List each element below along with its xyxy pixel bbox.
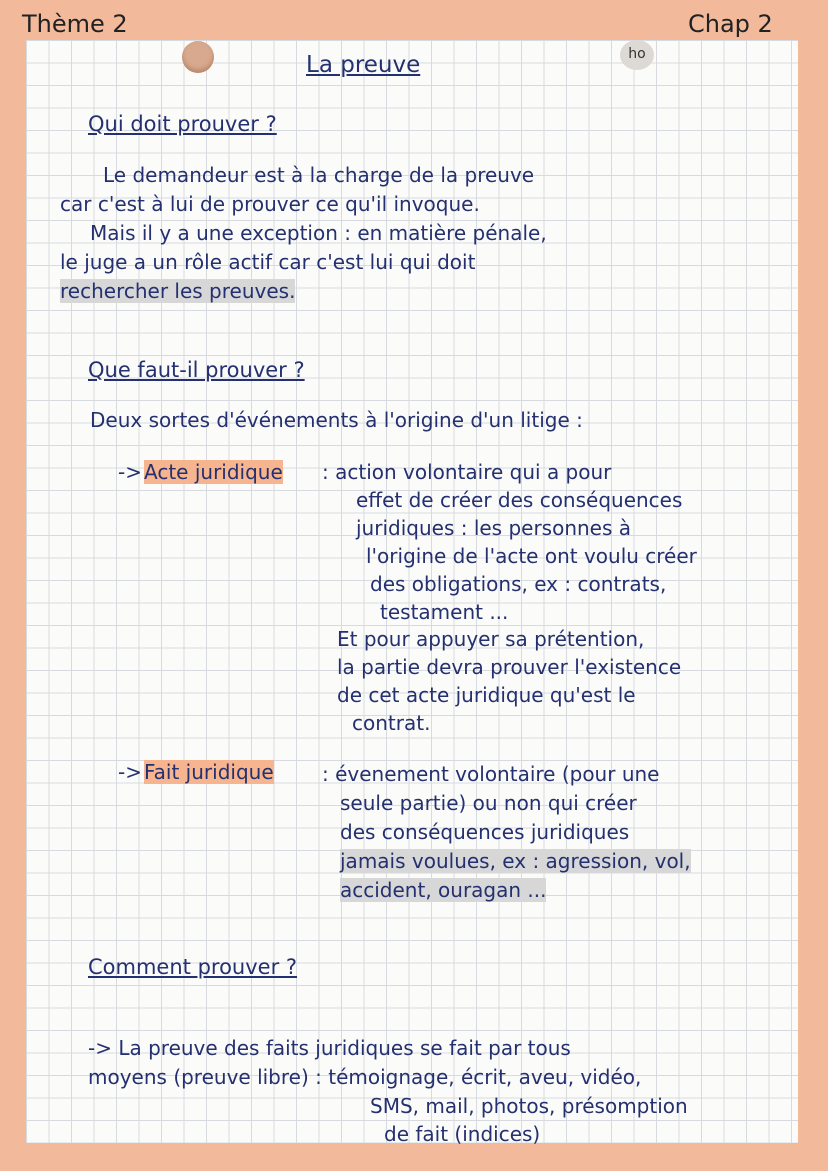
text-line: de fait (indices) [384, 1122, 541, 1146]
text-line: Et pour appuyer sa prétention, [337, 627, 645, 651]
text-line: testament ... [380, 600, 509, 624]
text-line: l'origine de l'acte ont voulu créer [366, 544, 697, 568]
arrow: -> [118, 760, 142, 784]
text-line: des conséquences juridiques [340, 820, 630, 844]
text-line: Le demandeur est à la charge de la preuve [103, 163, 535, 187]
text-line: des obligations, ex : contrats, [370, 572, 667, 596]
punch-hole [182, 41, 214, 73]
text-line: la partie devra prouver l'existence [337, 655, 682, 679]
text-line: effet de créer des conséquences [356, 488, 683, 512]
text-line: jamais voulues, ex : agression, vol, [340, 849, 691, 873]
text-line: : évenement volontaire (pour une [322, 762, 660, 786]
chapter-label: Chap 2 [688, 10, 773, 38]
question-qui-doit-prouver: Qui doit prouver ? [88, 112, 277, 136]
question-que-faut-il-prouver: Que faut-il prouver ? [88, 358, 305, 382]
text-line: Mais il y a une exception : en matière pénale, [90, 221, 547, 245]
stamp: ho [620, 40, 654, 70]
term-acte-juridique: Acte juridique [144, 460, 283, 484]
text-line: le juge a un rôle actif car c'est lui qui doit [60, 250, 476, 274]
text-line: -> La preuve des faits juridiques se fait par tous [88, 1036, 571, 1060]
page-title: La preuve [306, 52, 421, 78]
intro-line: Deux sortes d'événements à l'origine d'un litige : [90, 408, 583, 432]
text-line: : action volontaire qui a pour [322, 460, 612, 484]
text-line: car c'est à lui de prouver ce qu'il invoque. [60, 192, 480, 216]
text-line: accident, ouragan ... [340, 878, 547, 902]
text-line: rechercher les preuves. [60, 279, 296, 303]
text-line: SMS, mail, photos, présomption [370, 1094, 688, 1118]
term-fait-juridique: Fait juridique [144, 760, 274, 784]
text-line: de cet acte juridique qu'est le [337, 683, 636, 707]
question-comment-prouver: Comment prouver ? [88, 955, 298, 979]
text-line: moyens (preuve libre) : témoignage, écrit, aveu, vidéo, [88, 1065, 642, 1089]
theme-label: Thème 2 [22, 10, 128, 38]
text-line: contrat. [352, 711, 431, 735]
text-line: seule partie) ou non qui créer [340, 791, 637, 815]
arrow: -> [118, 460, 142, 484]
text-line: juridiques : les personnes à [356, 516, 632, 540]
